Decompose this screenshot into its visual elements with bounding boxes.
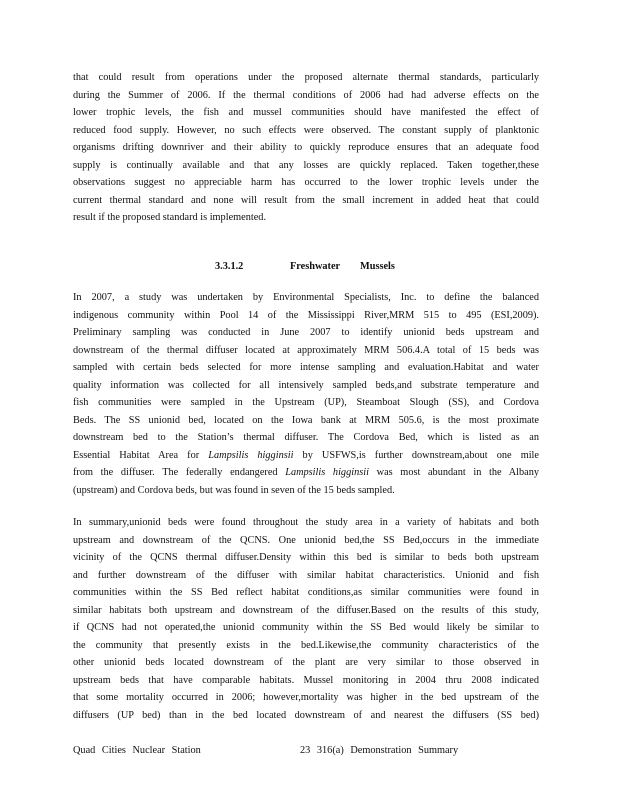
text-line: In summary,unionid beds were found throughout the study area in a variety of habitats and both (73, 517, 539, 528)
section-title-word: Freshwater (290, 261, 341, 272)
text-line: Preliminary sampling was conducted in June 2007 to identify unionid beds upstream and (73, 327, 539, 338)
text-segment: by USFWS,is further downstream,about one mile (302, 449, 539, 461)
paragraph-summary (73, 514, 539, 724)
text-line: lower trophic levels, the fish and mussel communities should have manifested the effect of (73, 107, 539, 118)
text-line: similar habitats both upstream and downstream of the diffuser.Based on the results of this study, (73, 604, 539, 616)
text-line: reduced food supply. However, no such effects were observed. The constant supply of planktonic (73, 124, 539, 136)
section-heading (0, 259, 618, 275)
text-line: current thermal standard and none will result from the small increment in added heat that could (73, 194, 539, 206)
text-line: In 2007, a study was undertaken by Environmental Specialists, Inc. to define the balanced (73, 292, 539, 303)
text-line: organisms drifting downriver and their ability to quickly reproduce ensures that an adequate food (73, 142, 539, 153)
text-line (73, 464, 539, 482)
text-segment: was most abundant in the Albany (376, 467, 539, 478)
text-line: during the Summer of 2006. If the thermal conditions of 2006 had had adverse effects on the (73, 89, 539, 101)
section-number: 3.3.1.2 (215, 261, 244, 272)
text-segment: from the diffuser. The federally endangered (73, 467, 278, 478)
text-segment: Essential Habitat Area for (73, 449, 200, 461)
text-line: upstream beds that have comparable habitats. Mussel monitoring in 2004 thru 2008 indicated (73, 674, 539, 686)
species-name: Lampsilis higginsii (285, 467, 369, 478)
page-footer (0, 743, 618, 759)
text-line: diffusers (UP bed) than in the bed located downstream of and nearest the diffusers (SS bed) (73, 709, 539, 721)
text-line: Beds. The SS unionid bed, located on the Iowa bank at MRM 505.6, is the most proximate (73, 414, 539, 426)
text-line: (upstream) and Cordova beds, but was found in seven of the 15 beds sampled. (73, 484, 395, 496)
text-line: other unionid beds located downstream of the plant are very similar to those observed in (73, 657, 539, 668)
paragraph-thermal-effects (73, 69, 539, 227)
footer-page-label: 23 316(a) Demonstration Summary (300, 745, 459, 756)
species-name: Lampsilis higginsii (208, 449, 294, 461)
text-line: quality information was collected for all intensively sampled beds,and substrate temperature and (73, 379, 539, 391)
text-line: vicinity of the QCNS thermal diffuser.Density within this bed is similar to beds both upstream (73, 552, 539, 563)
text-line: downstream of the thermal diffuser located at approximately MRM 506.4.A total of 15 beds was (73, 344, 539, 356)
text-line: upstream and downstream of the QCNS. One unionid bed,the SS Bed,occurs in the immediate (73, 534, 539, 546)
text-line: if QCNS had not operated,the unionid community within the SS Bed would likely be similar to (73, 622, 539, 633)
text-line: and further downstream of the diffuser with similar habitat characteristics. Unionid and fish (73, 569, 539, 581)
text-line: that some mortality occurred in 2006; however,mortality was higher in the bed upstream of the (73, 692, 539, 703)
text-line: indigenous community within Pool 14 of the Mississippi River,MRM 515 to 495 (ESI,2009). (73, 309, 539, 321)
text-line: the community that presently exists in the bed.Likewise,the community characteristics of the (73, 639, 539, 651)
text-line: communities within the SS Bed reflect habitat conditions,as similar communities were found in (73, 587, 539, 598)
text-line: sampled with certain beds selected for more intense sampling and evaluation.Habitat and water (73, 362, 539, 373)
paragraph-study-description (73, 289, 539, 499)
section-title-word: Mussels (360, 261, 395, 272)
text-line: that could result from operations under the proposed alternate thermal standards, particularly (73, 72, 539, 83)
text-line: observations suggest no appreciable harm has occurred to the lower trophic levels under the (73, 177, 539, 188)
text-line: result if the proposed standard is implemented. (73, 212, 267, 223)
text-line: downstream bed to the Station’s thermal diffuser. The Cordova Bed, which is listed as an (73, 432, 539, 443)
text-line: supply is continually available and that any losses are quickly replaced. Taken together,these (73, 159, 539, 171)
text-line: fish communities were sampled in the Upstream (UP), Steamboat Slough (SS), and Cordova (73, 397, 539, 408)
text-line (73, 447, 539, 465)
footer-station-name: Quad Cities Nuclear Station (73, 745, 201, 756)
